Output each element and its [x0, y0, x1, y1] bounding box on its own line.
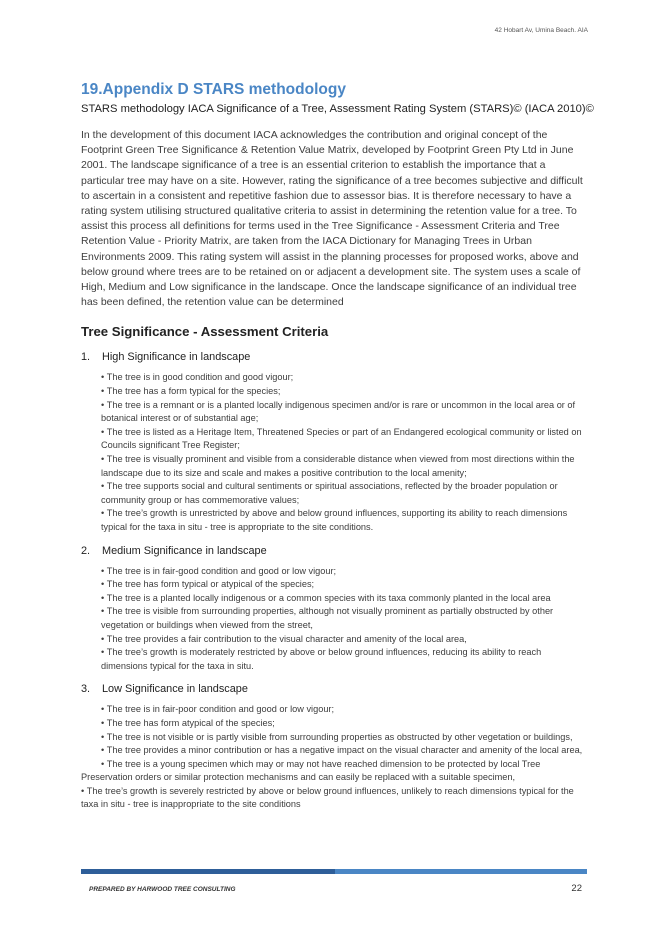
footer-rule — [81, 869, 587, 874]
list-item: • The tree is a remnant or is a planted locally indigenous specimen and/or is rare or uncommon in the local area or of botanical interest or of substantial age; — [101, 399, 587, 426]
section-title: 19.Appendix D STARS methodology — [81, 81, 346, 98]
list-item: • The tree provides a fair contribution to the visual character and amenity of the local area, — [101, 633, 587, 647]
list-item: • The tree provides a minor contribution or has a negative impact on the visual character and amenity of the local area, — [81, 744, 587, 758]
list-item: • The tree has form typical or atypical of the species; — [101, 578, 587, 592]
medium-significance-heading — [81, 544, 587, 559]
list-item: • The tree is visible from surrounding properties, although not visually prominent as partially obstructed by other vegetation or buildings when viewed from the street, — [101, 605, 587, 632]
category-title: Low Significance in landscape — [102, 683, 248, 696]
list-item: • The tree is a planted locally indigenous or a common species with its taxa commonly planted in the local area — [101, 592, 587, 606]
criteria-heading: Tree Significance - Assessment Criteria — [81, 324, 329, 340]
list-number: 2. — [81, 544, 91, 557]
list-item: • The tree is in good condition and good vigour; — [101, 371, 587, 385]
header-address: 42 Hobart Av, Umina Beach. AIA — [494, 27, 588, 34]
list-item: • The tree supports social and cultural sentiments or spiritual associations, reflected by the broader population or community group or has commemorative values; — [101, 480, 587, 507]
list-item: • The tree’s growth is unrestricted by above and below ground influences, supporting its ability to reach dimensions typical for the taxa in situ - tree is appropriate to the site conditions. — [101, 507, 587, 534]
list-item: • The tree is in fair-poor condition and good or low vigour; — [81, 703, 587, 717]
category-title: Medium Significance in landscape — [102, 544, 267, 557]
low-significance-heading — [81, 682, 587, 697]
list-item: • The tree is not visible or is partly visible from surrounding properties as obstructed by other vegetation or buildings, — [81, 731, 587, 745]
section-subtitle: STARS methodology IACA Significance of a Tree, Assessment Rating System (STARS)© (IACA 2010)© — [81, 103, 594, 115]
high-significance-list — [81, 371, 587, 534]
list-item: • The tree is a young specimen which may or may not have reached dimension to be protected by local Tree Preservation orders or similar protection mechanisms and can easily be replaced with a suitable specimen, — [81, 758, 587, 785]
category-title: High Significance in landscape — [102, 351, 251, 364]
list-item: • The tree’s growth is moderately restricted by above or below ground influences, reducing its ability to reach dimensions typical for the taxa in situ. — [101, 646, 587, 673]
list-item: • The tree has form atypical of the species; — [81, 717, 587, 731]
footer-rule-accent — [81, 869, 335, 874]
list-item: • The tree is listed as a Heritage Item, Threatened Species or part of an Endangered ecological community or listed on Councils significant Tree Register; — [101, 426, 587, 453]
intro-paragraph: In the development of this document IACA acknowledges the contribution and original concept of the Footprint Green Tree Significance & Retention Value Matrix, developed by Footprint Green Pty Ltd in June 2001. The landscape significance of a tree is an essential criterion to establish the importance that a particular tree may have on a site. However, rating the significance of a tree becomes subjective and difficult to ascertain in a consistent and repetitive fashion due to assessor bias. It is therefore necessary to have a rating system utilising structured qualitative criteria to assist in determining the retention value for a tree. To assist this process all definitions for terms used in the Tree Significance - Assessment Criteria and Tree Retention Value - Priority Matrix, are taken from the IACA Dictionary for Managing Trees in Urban Environments 2009. This rating system will assist in the planning processes for proposed works, above and below ground where trees are to be retained on or adjacent a development site. The system uses a scale of High, Medium and Low significance in the landscape. Once the landscape significance of an individual tree has been defined, the retention value can be determined — [81, 129, 583, 309]
list-item: • The tree is visually prominent and visible from a considerable distance when viewed from most directions within the landscape due to its size and scale and makes a positive contribution to the local amenity; — [101, 453, 587, 480]
page-content — [81, 80, 594, 812]
list-item: • The tree has a form typical for the species; — [101, 385, 587, 399]
list-item: • The tree’s growth is severely restricted by above or below ground influences, unlikely to reach dimensions typical for the taxa in situ - tree is inappropriate to the site conditions — [81, 785, 587, 812]
list-number: 1. — [81, 351, 91, 364]
low-significance-list — [81, 703, 587, 812]
high-significance-heading — [81, 350, 587, 365]
list-number: 3. — [81, 683, 91, 696]
footer-prepared-by: PREPARED BY HARWOOD TREE CONSULTING — [89, 886, 236, 893]
page-number: 22 — [571, 883, 582, 894]
list-item: • The tree is in fair-good condition and good or low vigour; — [101, 565, 587, 579]
medium-significance-list — [81, 565, 587, 674]
